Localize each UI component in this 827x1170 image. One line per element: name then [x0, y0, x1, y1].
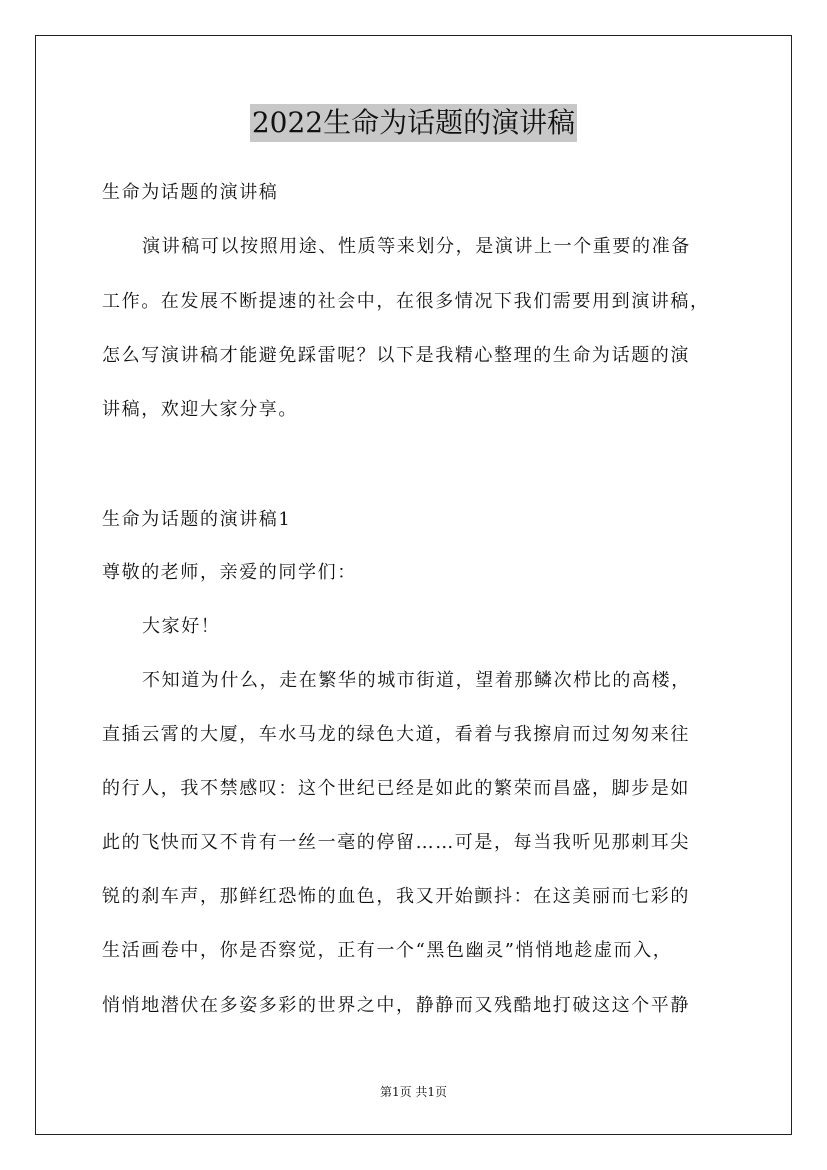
section-heading: 生命为话题的演讲稿1	[102, 509, 292, 530]
body-line: 的行人，我不禁感叹：这个世纪已经是如此的繁荣而昌盛，脚步是如	[102, 778, 690, 799]
title-container	[0, 104, 827, 142]
intro-line: 工作。在发展不断提速的社会中，在很多情况下我们需要用到演讲稿，	[102, 291, 710, 312]
body-line: 悄悄地潜伏在多姿多彩的世界之中，静静而又残酷地打破这这个平静	[102, 995, 690, 1016]
salutation: 尊敬的老师，亲爱的同学们：	[102, 562, 357, 583]
body-line: 不知道为什么，走在繁华的城市街道，望着那鳞次栉比的高楼，	[142, 670, 691, 691]
body-line: 锐的刹车声，那鲜红恐怖的血色，我又开始颤抖：在这美丽而七彩的	[102, 886, 690, 907]
intro-line: 怎么写演讲稿才能避免踩雷呢？以下是我精心整理的生命为话题的演	[102, 345, 690, 366]
body-line: 生活画卷中，你是否察觉，正有一个“黑色幽灵”悄悄地趁虚而入，	[102, 940, 673, 961]
subtitle: 生命为话题的演讲稿	[102, 182, 279, 203]
body-line: 直插云霄的大厦，车水马龙的绿色大道，看着与我擦肩而过匆匆来往	[102, 724, 690, 745]
intro-line: 讲稿，欢迎大家分享。	[102, 399, 298, 420]
greeting: 大家好！	[142, 616, 221, 637]
body-line: 此的飞快而又不肯有一丝一毫的停留……可是，每当我听见那刺耳尖	[102, 832, 690, 853]
intro-line: 演讲稿可以按照用途、性质等来划分，是演讲上一个重要的准备	[142, 236, 691, 257]
document-title: 2022生命为话题的演讲稿	[250, 104, 577, 142]
page-footer: 第1页 共1页	[379, 1085, 448, 1099]
